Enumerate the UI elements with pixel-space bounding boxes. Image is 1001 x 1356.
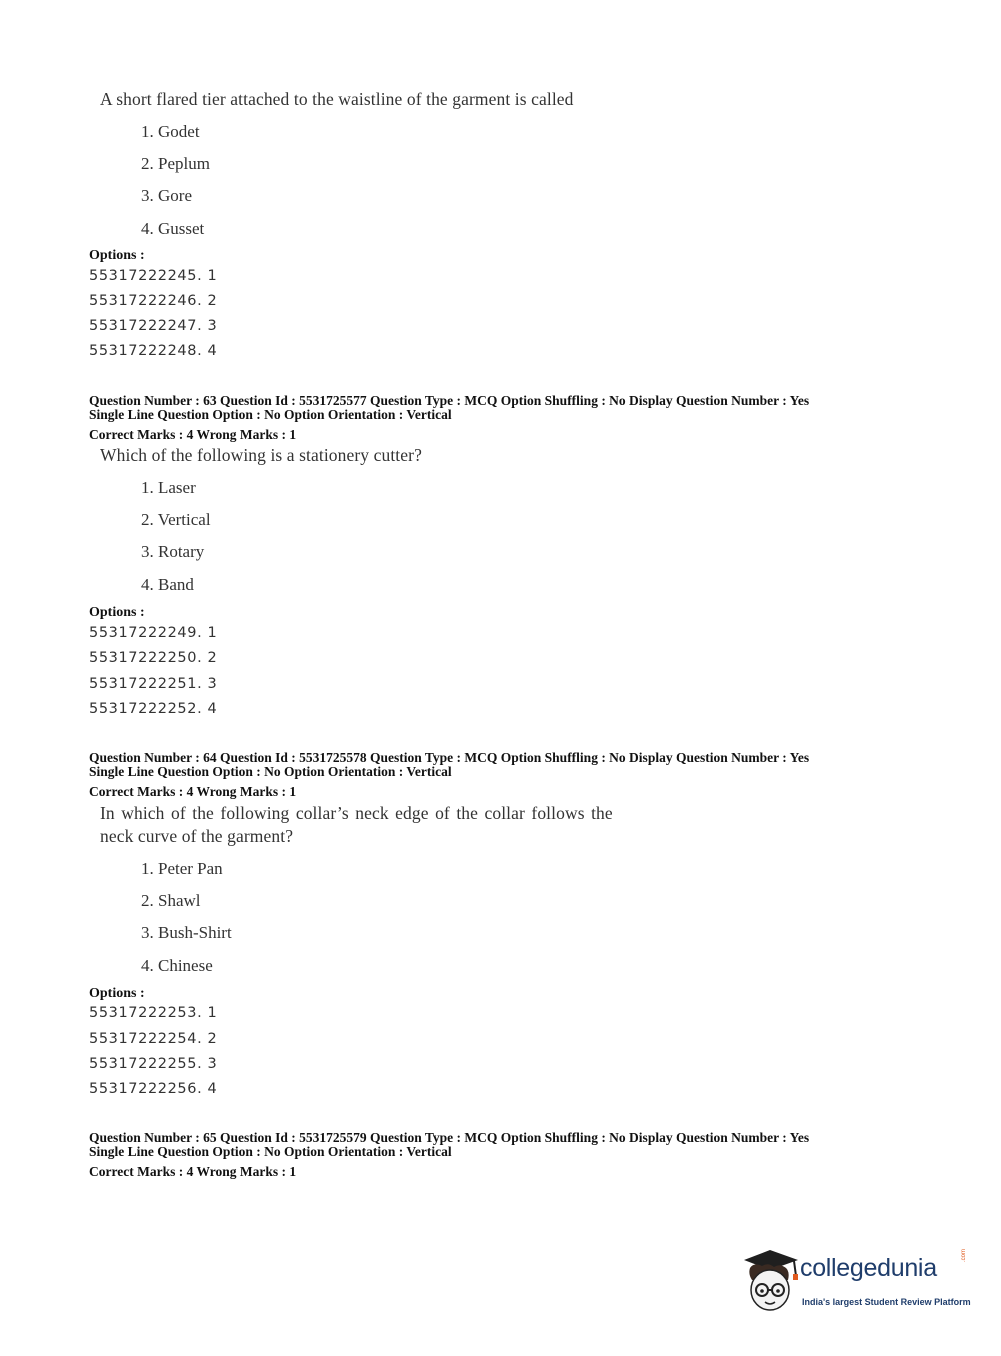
- q62-options-label: Options :: [89, 248, 145, 263]
- q64-option-1: 55317222253. 1: [89, 1005, 218, 1021]
- q64-meta-line-2: Single Line Question Option : No Option Orientation : Vertical: [89, 764, 452, 779]
- q63-option-4: 55317222252. 4: [89, 701, 218, 717]
- q62-choice-2: 2. Peplum: [141, 154, 210, 173]
- q62-choice-1: 1. Godet: [141, 122, 200, 141]
- q62-choice-3: 3. Gore: [141, 186, 192, 205]
- q63-option-3: 55317222251. 3: [89, 676, 218, 692]
- brand-name: collegedunia: [800, 1254, 937, 1282]
- q63-marks: Correct Marks : 4 Wrong Marks : 1: [89, 427, 297, 442]
- q63-options-label: Options :: [89, 605, 145, 620]
- q62-choice-4: 4. Gusset: [141, 219, 205, 238]
- q64-choice-1: 1. Peter Pan: [141, 859, 223, 878]
- q63-choice-4: 4. Band: [141, 575, 194, 594]
- q63-option-2: 55317222250. 2: [89, 650, 218, 666]
- question-64-text-line-1: In which of the following collar’s neck edge of the collar follows the: [100, 803, 613, 823]
- q63-choice-2: 2. Vertical: [141, 510, 211, 529]
- q63-option-1: 55317222249. 1: [89, 625, 218, 641]
- q63-choice-1: 1. Laser: [141, 478, 196, 497]
- q62-option-1: 55317222245. 1: [89, 268, 218, 284]
- question-63-text: Which of the following is a stationery cutter?: [100, 445, 422, 465]
- q63-meta-line-2: Single Line Question Option : No Option Orientation : Vertical: [89, 407, 452, 422]
- q64-choice-2: 2. Shawl: [141, 891, 201, 910]
- q63-meta-line-1: Question Number : 63 Question Id : 5531725577 Question Type : MCQ Option Shuffling : No Display Question Number : Yes: [89, 393, 810, 408]
- question-62-text: A short flared tier attached to the waistline of the garment is called: [100, 89, 574, 109]
- mascot-graduate-icon: [740, 1246, 802, 1318]
- q64-choice-4: 4. Chinese: [141, 956, 213, 975]
- q64-options-label: Options :: [89, 986, 145, 1001]
- brand-suffix: .com: [961, 1248, 967, 1262]
- q65-meta-line-1: Question Number : 65 Question Id : 5531725579 Question Type : MCQ Option Shuffling : No Display Question Number : Yes: [89, 1130, 810, 1145]
- q62-option-2: 55317222246. 2: [89, 293, 218, 309]
- q64-meta-line-1: Question Number : 64 Question Id : 5531725578 Question Type : MCQ Option Shuffling : No Display Question Number : Yes: [89, 750, 810, 765]
- q64-option-2: 55317222254. 2: [89, 1031, 218, 1047]
- brand-tagline: India's largest Student Review Platform: [802, 1297, 971, 1307]
- q64-option-3: 55317222255. 3: [89, 1056, 218, 1072]
- q64-choice-3: 3. Bush-Shirt: [141, 923, 232, 942]
- q63-choice-3: 3. Rotary: [141, 542, 205, 561]
- collegedunia-logo: [740, 1246, 980, 1326]
- q64-marks: Correct Marks : 4 Wrong Marks : 1: [89, 784, 297, 799]
- q62-option-4: 55317222248. 4: [89, 343, 218, 359]
- question-64-text-line-2: neck curve of the garment?: [100, 826, 294, 846]
- q65-meta-line-2: Single Line Question Option : No Option Orientation : Vertical: [89, 1144, 452, 1159]
- q65-marks: Correct Marks : 4 Wrong Marks : 1: [89, 1164, 297, 1179]
- q62-option-3: 55317222247. 3: [89, 318, 218, 334]
- q64-option-4: 55317222256. 4: [89, 1081, 218, 1097]
